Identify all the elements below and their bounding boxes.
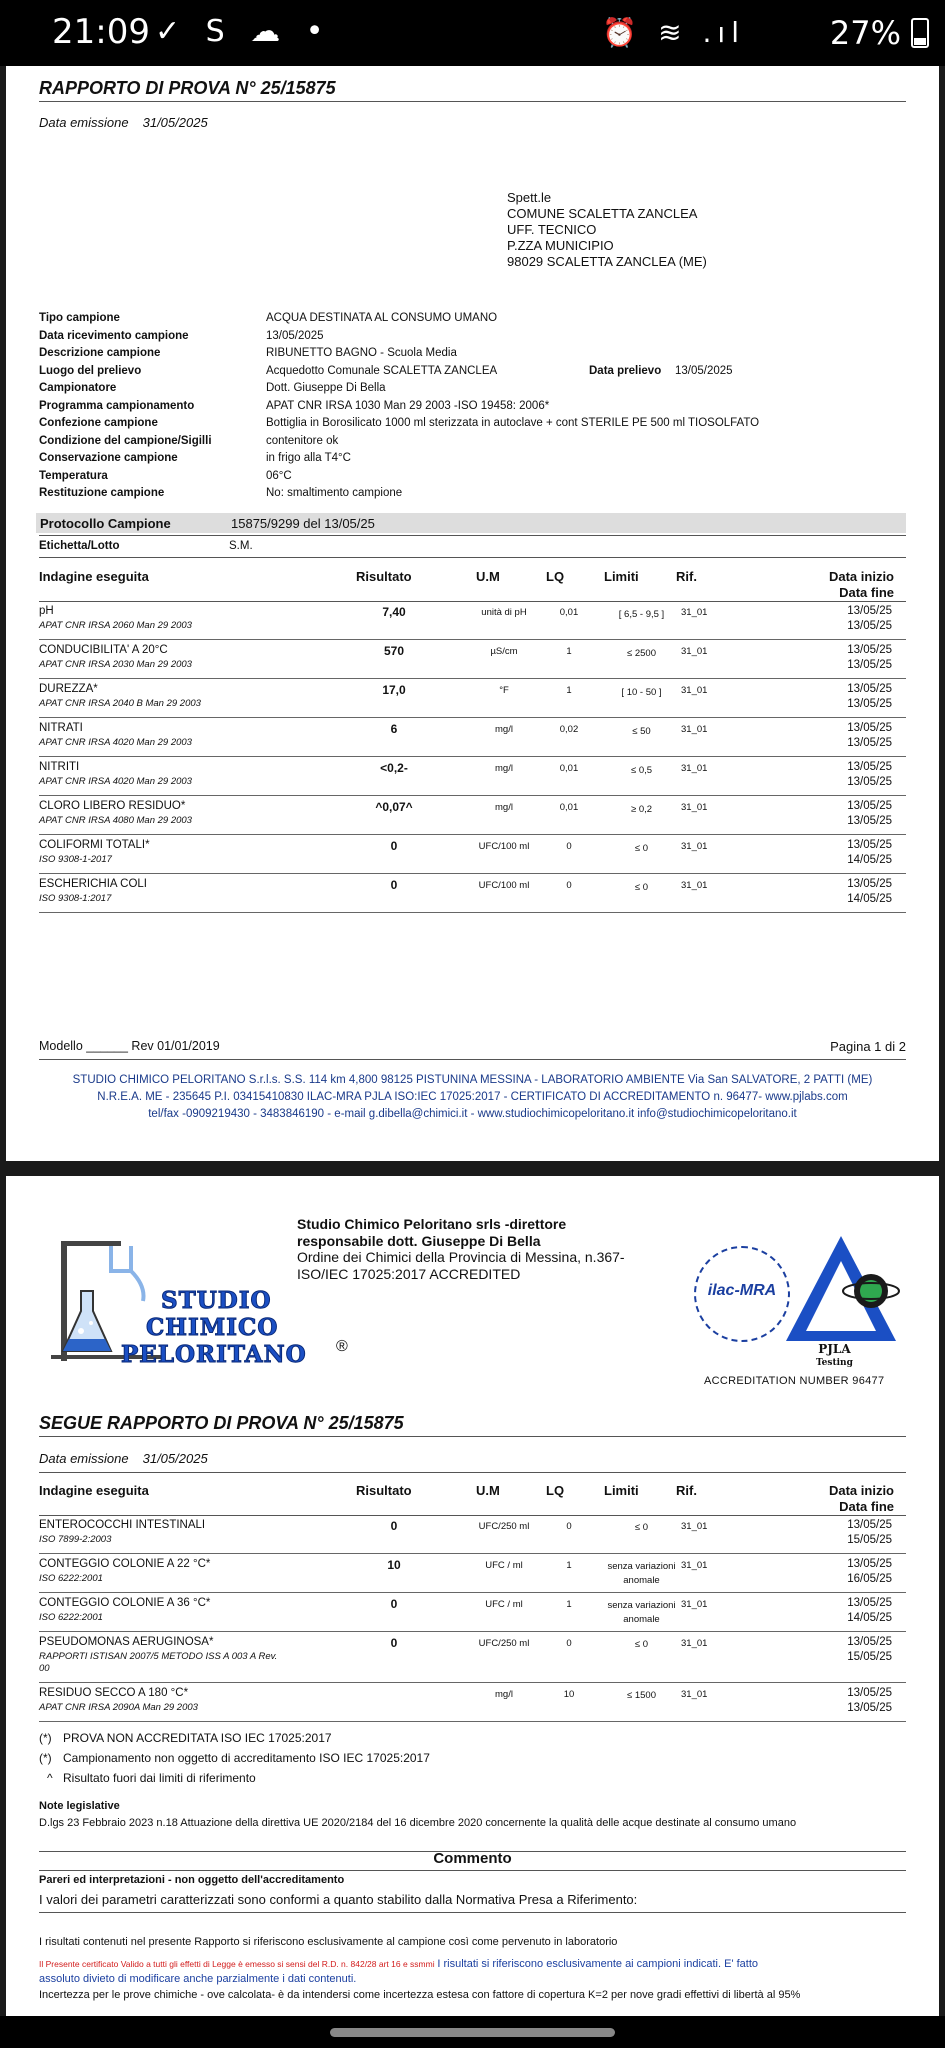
test-name: DUREZZA* xyxy=(39,683,98,695)
test-name: NITRATI xyxy=(39,722,83,734)
home-gesture-handle[interactable] xyxy=(330,2028,615,2037)
result-lq: 0,01 xyxy=(559,607,579,618)
info-label: Data prelievo xyxy=(589,364,662,377)
col-header-date-end: Data fine xyxy=(839,585,894,600)
info-value: Bottiglia in Borosilicato 1000 ml sterizzata in autoclave + cont STERILE PE 500 ml TIOSOLFATO xyxy=(266,417,760,429)
emission-value: 31/05/2025 xyxy=(142,115,208,130)
info-value: in frigo alla T4°C xyxy=(266,452,351,464)
pjla-label xyxy=(816,1342,853,1370)
results-disclaimer: I risultati contenuti nel presente Rapporto si riferiscono esclusivamente al campione così come pervenuto in laboratorio xyxy=(39,1936,618,1948)
date-start: 13/05/25 xyxy=(847,1597,892,1609)
protocol-label: Protocollo Campione xyxy=(40,516,171,531)
note-symbol: ^ xyxy=(47,1771,53,1785)
result-limit: ≤ 0 xyxy=(634,882,649,893)
info-value: RIBUNETTO BAGNO - Scuola Media xyxy=(266,347,457,359)
date-start: 13/05/25 xyxy=(847,722,892,734)
status-bar xyxy=(0,0,945,66)
date-start: 13/05/25 xyxy=(847,878,892,890)
footer-model: Modello ______ Rev 01/01/2019 xyxy=(39,1039,220,1053)
result-row xyxy=(39,601,906,640)
report-page-2 xyxy=(6,1176,939,2016)
result-unit: UFC/100 ml xyxy=(478,880,530,891)
result-ref: 31_01 xyxy=(681,724,708,735)
info-value: 13/05/2025 xyxy=(675,364,733,377)
result-ref: 31_01 xyxy=(681,685,708,696)
result-row xyxy=(39,640,906,679)
header-line: responsabile dott. Giuseppe Di Bella xyxy=(297,1232,541,1249)
pjla-sub: Testing xyxy=(816,1358,853,1368)
test-method: APAT CNR IRSA 4080 Man 29 2003 xyxy=(39,815,192,826)
test-name: CONDUCIBILITA' A 20°C xyxy=(39,644,168,656)
col-header-date-end: Data fine xyxy=(839,1499,894,1514)
col-header-ref: Rif. xyxy=(676,569,697,584)
result-lq: 10 xyxy=(563,1689,575,1700)
result-ref: 31_01 xyxy=(681,607,708,618)
test-name: PSEUDOMONAS AERUGINOSA* xyxy=(39,1636,214,1648)
result-limit: [ 6,5 - 9,5 ] xyxy=(618,609,665,620)
date-start: 13/05/25 xyxy=(847,644,892,656)
date-end: 16/05/25 xyxy=(847,1573,892,1585)
date-end: 14/05/25 xyxy=(847,1612,892,1624)
emission-date xyxy=(39,115,208,130)
protocol-value: 15875/9299 del 13/05/25 xyxy=(231,516,375,531)
lab-footer-line: tel/fax -0909219430 - 3483846190 - e-mail g.dibella@chimici.it - www.studiochimicopeloritano.it info@studiochimicopeloritano.it xyxy=(148,1108,797,1120)
result-value: 0 xyxy=(390,1636,398,1650)
test-method: ISO 9308-1-2017 xyxy=(39,854,112,865)
date-start: 13/05/25 xyxy=(847,605,892,617)
result-ref: 31_01 xyxy=(681,1689,708,1700)
emission-date xyxy=(39,1451,208,1466)
ilac-mra-text: ilac-MRA xyxy=(707,1282,777,1299)
sample-info-row xyxy=(39,328,899,346)
system-icons: ⏰ ≋ .ıl xyxy=(602,16,745,49)
date-end: 13/05/25 xyxy=(847,776,892,788)
info-value: No: smaltimento campione xyxy=(266,487,403,499)
notification-icons: ✓ S ☁ • xyxy=(155,14,332,49)
result-limit: ≤ 1500 xyxy=(627,1690,656,1701)
comment-divider xyxy=(39,1870,906,1871)
col-header-result: Risultato xyxy=(356,569,412,584)
test-name: ENTEROCOCCHI INTESTINALI xyxy=(39,1519,206,1531)
result-unit: °F xyxy=(499,685,509,696)
result-unit: mg/l xyxy=(495,724,513,735)
result-lq: 0,02 xyxy=(559,724,579,735)
result-value: 7,40 xyxy=(382,605,406,619)
protocol-bar xyxy=(36,513,906,533)
sample-info-row xyxy=(39,310,899,328)
result-lq: 1 xyxy=(566,685,572,696)
test-name: pH xyxy=(39,605,54,617)
address-line: Spett.le xyxy=(507,190,552,205)
date-end: 13/05/25 xyxy=(847,698,892,710)
emission-label: Data emissione xyxy=(39,1451,129,1466)
date-start: 13/05/25 xyxy=(847,1687,892,1699)
title-divider xyxy=(39,101,906,102)
lab-header-text xyxy=(297,1216,657,1282)
result-value: 0 xyxy=(390,878,398,892)
address-line: UFF. TECNICO xyxy=(507,222,597,237)
header-line: Ordine dei Chimici della Provincia di Messina, n.367- xyxy=(297,1249,625,1265)
test-method: APAT CNR IRSA 2090A Man 29 2003 xyxy=(39,1702,198,1713)
result-lq: 0,01 xyxy=(559,763,579,774)
note-symbol: (*) xyxy=(39,1751,52,1765)
header-line: ISO/IEC 17025:2017 ACCREDITED xyxy=(297,1265,521,1282)
result-unit: mg/l xyxy=(495,763,513,774)
opinions-title: Pareri ed interpretazioni - non oggetto dell'accreditamento xyxy=(39,1874,345,1886)
header-line: Studio Chimico Peloritano srls -direttore xyxy=(297,1216,567,1232)
test-name: NITRITI xyxy=(39,761,80,773)
test-method: ISO 6222:2001 xyxy=(39,1573,103,1584)
result-value: ^0,07^ xyxy=(375,800,413,814)
sample-info-row xyxy=(39,450,899,468)
result-value: 570 xyxy=(383,644,405,658)
result-limit: ≤ 2500 xyxy=(627,648,656,659)
accreditation-number: ACCREDITATION NUMBER 96477 xyxy=(704,1375,885,1387)
result-row xyxy=(39,1593,906,1632)
result-ref: 31_01 xyxy=(681,1638,708,1649)
result-value: 0 xyxy=(390,839,398,853)
opinions-divider xyxy=(39,1912,906,1913)
test-method: APAT CNR IRSA 2060 Man 29 2003 xyxy=(39,620,192,631)
info-value: Dott. Giuseppe Di Bella xyxy=(266,382,386,394)
test-method: ISO 7899-2:2003 xyxy=(39,1534,112,1545)
col-header-test: Indagine eseguita xyxy=(39,569,149,584)
result-ref: 31_01 xyxy=(681,880,708,891)
info-label: Condizione del campione/Sigilli xyxy=(39,434,212,447)
test-method: ISO 6222:2001 xyxy=(39,1612,103,1623)
result-value: <0,2- xyxy=(380,761,408,775)
test-name: ESCHERICHIA COLI xyxy=(39,878,147,890)
result-row xyxy=(39,1632,906,1683)
recipient-address xyxy=(507,190,707,270)
date-end: 13/05/25 xyxy=(847,659,892,671)
footer-page-number: Pagina 1 di 2 xyxy=(830,1039,906,1054)
result-unit: µS/cm xyxy=(490,646,518,657)
emission-divider xyxy=(39,1472,906,1473)
note-line xyxy=(39,1731,332,1745)
col-header-ref: Rif. xyxy=(676,1483,697,1498)
result-unit: UFC/250 ml xyxy=(478,1638,530,1649)
test-method: ISO 9308-1:2017 xyxy=(39,893,112,904)
date-end: 13/05/25 xyxy=(847,815,892,827)
logo-text-line: PELORITANO xyxy=(121,1341,307,1368)
date-end: 14/05/25 xyxy=(847,893,892,905)
date-end: 13/05/25 xyxy=(847,620,892,632)
sample-info-row xyxy=(39,380,899,398)
pjla-name: PJLA xyxy=(818,1342,851,1356)
col-header-limits: Limiti xyxy=(604,1483,639,1498)
date-start: 13/05/25 xyxy=(847,1519,892,1531)
address-line: COMUNE SCALETTA ZANCLEA xyxy=(507,206,698,221)
note-line xyxy=(39,1751,430,1765)
date-end: 13/05/25 xyxy=(847,1702,892,1714)
date-start: 13/05/25 xyxy=(847,1558,892,1570)
sample-info-row xyxy=(39,468,899,486)
info-value: APAT CNR IRSA 1030 Man 29 2003 -ISO 19458: 2006* xyxy=(266,399,550,412)
note-text: PROVA NON ACCREDITATA ISO IEC 17025:2017 xyxy=(63,1731,332,1745)
col-header-date-start: Data inizio xyxy=(828,1483,894,1498)
col-header-test: Indagine eseguita xyxy=(39,1483,149,1498)
sample-info-row xyxy=(39,398,899,416)
date-start: 13/05/25 xyxy=(847,839,892,851)
date-start: 13/05/25 xyxy=(847,683,892,695)
lab-footer-line: STUDIO CHIMICO PELORITANO S.r.l.s. S.S. 114 km 4,800 98125 PISTUNINA MESSINA - LABORATORIO AMBIENTE Via San SALVATORE, 2 PATTI (ME) xyxy=(72,1074,873,1086)
result-limit: ≥ 0,2 xyxy=(630,804,653,815)
result-ref: 31_01 xyxy=(681,841,708,852)
address-line: 98029 SCALETTA ZANCLEA (ME) xyxy=(507,254,707,269)
date-start: 13/05/25 xyxy=(847,1636,892,1648)
test-method: APAT CNR IRSA 4020 Man 29 2003 xyxy=(39,776,192,787)
col-header-result: Risultato xyxy=(356,1483,412,1498)
emission-label: Data emissione xyxy=(39,115,129,130)
result-lq: 1 xyxy=(566,1560,572,1571)
info-label: Data ricevimento campione xyxy=(39,329,189,342)
result-limit: senza variazioni anomale xyxy=(607,1561,676,1586)
label-lot xyxy=(39,540,253,552)
result-ref: 31_01 xyxy=(681,1560,708,1571)
logo-registered-mark: ® xyxy=(336,1338,348,1355)
result-row xyxy=(39,1515,906,1554)
protocol-divider xyxy=(39,535,906,536)
result-value: 0 xyxy=(390,1519,398,1533)
label-divider xyxy=(39,557,906,558)
test-method: 00 xyxy=(39,1663,50,1674)
col-header-unit: U.M xyxy=(476,569,500,584)
date-end: 13/05/25 xyxy=(847,737,892,749)
info-value: contenitore ok xyxy=(266,434,339,447)
date-end: 15/05/25 xyxy=(847,1534,892,1546)
legal-validity-blue: I risultati si riferiscono esclusivamente ai campioni indicati. E' fatto xyxy=(437,1958,759,1970)
result-value: 6 xyxy=(390,722,398,736)
result-ref: 31_01 xyxy=(681,802,708,813)
col-header-unit: U.M xyxy=(476,1483,500,1498)
logo-text-line: CHIMICO xyxy=(146,1314,279,1341)
result-ref: 31_01 xyxy=(681,1521,708,1532)
info-value: 06°C xyxy=(266,469,292,482)
result-limit: ≤ 0 xyxy=(634,1639,649,1650)
result-ref: 31_01 xyxy=(681,1599,708,1610)
report-title: RAPPORTO DI PROVA N° 25/15875 xyxy=(39,78,336,98)
result-unit: mg/l xyxy=(495,802,513,813)
result-unit: unità di pH xyxy=(481,607,527,618)
status-time: 21:09 xyxy=(52,12,150,52)
result-unit: UFC / ml xyxy=(485,1599,523,1610)
footer-divider xyxy=(39,1059,906,1060)
test-name: RESIDUO SECCO A 180 °C* xyxy=(39,1687,189,1699)
result-unit: UFC / ml xyxy=(485,1560,523,1571)
result-row xyxy=(39,874,906,913)
result-lq: 0 xyxy=(566,880,572,891)
result-value: 0 xyxy=(390,1597,398,1611)
lab-footer-line: N.R.E.A. ME - 235645 P.I. 03415410830 ILAC-MRA PJLA ISO:IEC 17025:2017 - CERTIFICATO DI ACCREDITAMENTO n. 96477- www.pjlabs.com xyxy=(97,1091,848,1103)
info-label: Programma campionamento xyxy=(39,399,195,412)
result-row xyxy=(39,796,906,835)
test-method: APAT CNR IRSA 2030 Man 29 2003 xyxy=(39,659,192,670)
col-header-lq: LQ xyxy=(546,1483,565,1498)
legal-validity-blue-2: assoluto divieto di modificare anche parzialmente i dati contenuti. xyxy=(39,1973,357,1985)
test-name: COLIFORMI TOTALI* xyxy=(39,839,150,851)
test-name: CONTEGGIO COLONIE A 22 °C* xyxy=(39,1558,211,1570)
result-lq: 1 xyxy=(566,1599,572,1610)
opinions-text: I valori dei parametri caratterizzati sono conformi a quanto stabilito dalla Normativa Presa a Riferimento: xyxy=(39,1892,638,1907)
info-label: Restituzione campione xyxy=(39,487,165,499)
battery-icon xyxy=(911,18,929,48)
report-page-1 xyxy=(6,66,939,1161)
test-method: RAPPORTI ISTISAN 2007/5 METODO ISS A 003 A Rev. xyxy=(39,1651,278,1662)
test-method: APAT CNR IRSA 4020 Man 29 2003 xyxy=(39,737,192,748)
result-row xyxy=(39,1683,906,1722)
sample-info-row xyxy=(39,345,899,363)
result-unit: UFC/100 ml xyxy=(478,841,530,852)
info-label: Campionatore xyxy=(39,382,117,394)
result-lq: 1 xyxy=(566,646,572,657)
title-divider xyxy=(39,1436,906,1437)
result-ref: 31_01 xyxy=(681,763,708,774)
result-row xyxy=(39,757,906,796)
result-row xyxy=(39,1554,906,1593)
legal-validity-red: Il Presente certificato Valido a tutti gli effetti di Legge è emesso si sensi del R.D. n. 842/28 art 16 e ssmmi xyxy=(39,1959,435,1969)
note-symbol: (*) xyxy=(39,1731,52,1745)
info-label: Conservazione campione xyxy=(39,452,178,464)
date-end: 15/05/25 xyxy=(847,1651,892,1663)
pjla-logo-icon xyxy=(781,1231,901,1346)
lab-footer xyxy=(6,1072,939,1123)
sample-info-row xyxy=(39,415,899,433)
info-value: Acquedotto Comunale SCALETTA ZANCLEA xyxy=(266,364,498,377)
date-end: 14/05/25 xyxy=(847,854,892,866)
info-label: Tipo campione xyxy=(39,312,120,324)
result-row xyxy=(39,679,906,718)
info-label: Descrizione campione xyxy=(39,347,161,359)
info-label: Luogo del prelievo xyxy=(39,364,142,377)
result-value: 17,0 xyxy=(382,683,406,697)
result-row xyxy=(39,718,906,757)
sample-info-row xyxy=(39,363,899,381)
legal-validity xyxy=(39,1957,909,1972)
col-header-limits: Limiti xyxy=(604,569,639,584)
note-text: Campionamento non oggetto di accreditamento ISO IEC 17025:2017 xyxy=(63,1751,430,1765)
test-name: CONTEGGIO COLONIE A 36 °C* xyxy=(39,1597,211,1609)
continued-report-title: SEGUE RAPPORTO DI PROVA N° 25/15875 xyxy=(39,1413,404,1433)
legislative-notes-text: D.lgs 23 Febbraio 2023 n.18 Attuazione della direttiva UE 2020/2184 del 16 dicembre 2020 concernente la qualità delle acque destinate al consumo umano xyxy=(39,1817,797,1829)
info-value: ACQUA DESTINATA AL CONSUMO UMANO xyxy=(266,312,498,324)
result-row xyxy=(39,835,906,874)
result-lq: 0 xyxy=(566,1521,572,1532)
ilac-mra-logo xyxy=(694,1246,790,1342)
result-limit: [ 10 - 50 ] xyxy=(621,687,662,698)
result-unit: mg/l xyxy=(495,1689,513,1700)
uncertainty-text: Incertezza per le prove chimiche - ove calcolata- è da intendersi come incertezza estesa con fattore di copertura K=2 per nove gradi effettivi di libertà al 95% xyxy=(39,1989,801,2001)
info-label: Confezione campione xyxy=(39,417,158,429)
result-lq: 0,01 xyxy=(559,802,579,813)
note-line xyxy=(39,1771,256,1785)
label-lot-label: Etichetta/Lotto xyxy=(39,540,120,552)
battery-percent: 27% xyxy=(829,14,901,52)
test-name: CLORO LIBERO RESIDUO* xyxy=(39,800,186,812)
col-header-lq: LQ xyxy=(546,569,565,584)
emission-value: 31/05/2025 xyxy=(142,1451,208,1466)
logo-text-line: STUDIO xyxy=(161,1287,272,1314)
result-unit: UFC/250 ml xyxy=(478,1521,530,1532)
comment-heading: Commento xyxy=(433,1850,512,1867)
result-lq: 0 xyxy=(566,841,572,852)
result-limit: ≤ 0 xyxy=(634,1522,649,1533)
col-header-date-start: Data inizio xyxy=(828,569,894,584)
date-start: 13/05/25 xyxy=(847,800,892,812)
sample-info xyxy=(39,310,899,503)
info-value: 13/05/2025 xyxy=(266,329,324,342)
label-lot-value: S.M. xyxy=(229,540,253,552)
date-start: 13/05/25 xyxy=(847,761,892,773)
result-limit: ≤ 0 xyxy=(634,843,649,854)
result-limit: ≤ 0,5 xyxy=(630,765,653,776)
address-line: P.ZZA MUNICIPIO xyxy=(507,238,614,253)
result-value: 10 xyxy=(387,1558,401,1572)
sample-info-row xyxy=(39,433,899,451)
note-text: Risultato fuori dai limiti di riferimento xyxy=(63,1771,256,1785)
result-limit: senza variazioni anomale xyxy=(607,1600,676,1625)
result-limit: ≤ 50 xyxy=(632,726,651,737)
legislative-notes-title: Note legislative xyxy=(39,1800,120,1812)
result-lq: 0 xyxy=(566,1638,572,1649)
result-ref: 31_01 xyxy=(681,646,708,657)
navigation-bar xyxy=(0,2016,945,2048)
info-label: Temperatura xyxy=(39,469,108,482)
sample-info-row xyxy=(39,485,899,503)
test-method: APAT CNR IRSA 2040 B Man 29 2003 xyxy=(39,698,201,709)
